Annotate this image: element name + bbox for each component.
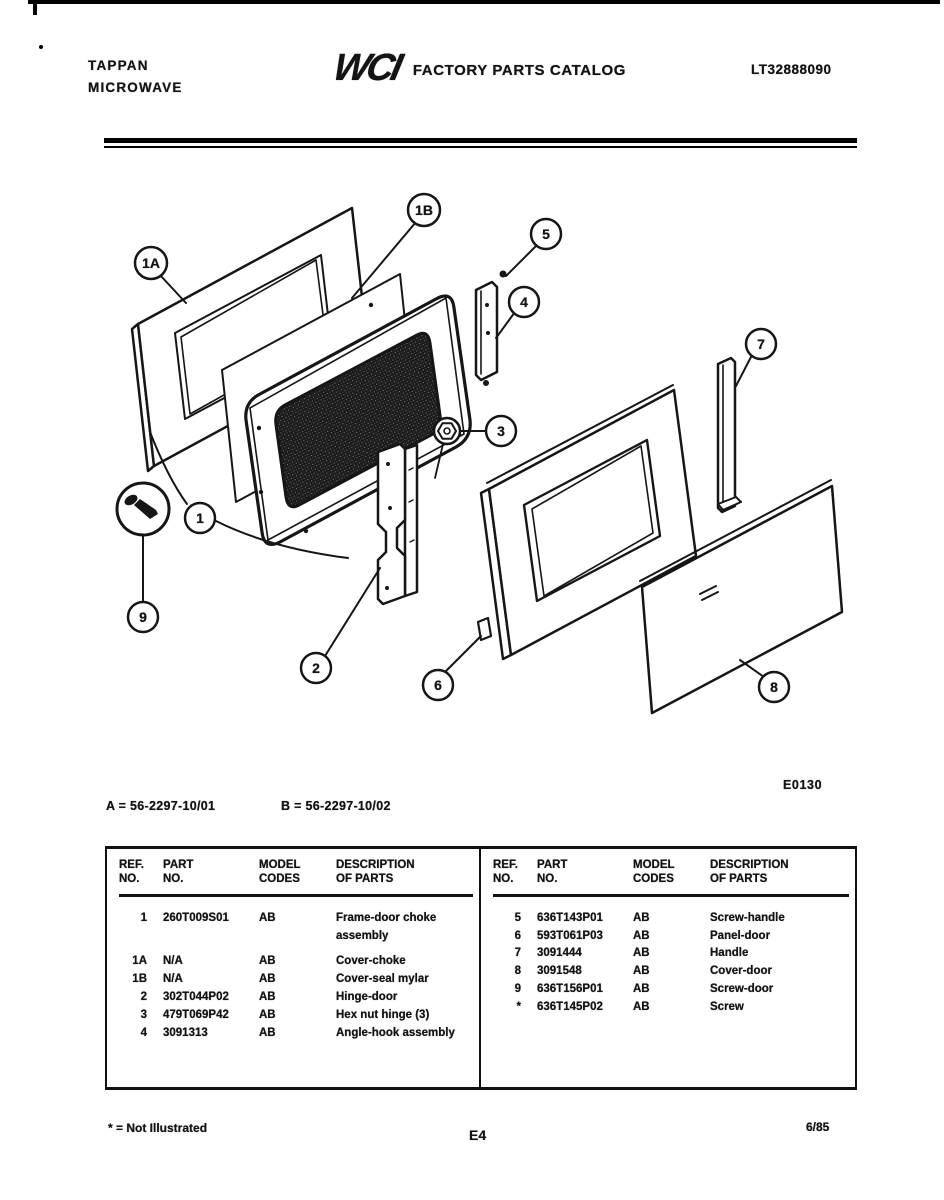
part-no: 636T156P01	[537, 983, 603, 995]
col-header-ref: REF. NO.	[493, 858, 537, 895]
brand-line-1: TAPPAN	[88, 58, 149, 73]
table-row	[493, 945, 849, 963]
part-no: N/A	[163, 973, 183, 986]
screw-icon	[483, 380, 489, 386]
table-row	[493, 895, 849, 927]
part-no: 3091444	[537, 947, 582, 960]
svg-text:1B: 1B	[415, 202, 433, 218]
part-description: Panel-door	[710, 929, 771, 942]
header-rule-thin	[104, 146, 857, 148]
col-header-part: PART NO.	[537, 858, 633, 895]
part-no: 636T145P02	[537, 1000, 603, 1013]
ref-no: 2	[140, 991, 147, 1003]
ref-no: 8	[514, 965, 521, 978]
callout-2	[301, 653, 331, 683]
model-a: A = 56-2297-10/01	[106, 799, 216, 813]
exploded-diagram	[85, 170, 865, 770]
callout-7	[746, 329, 776, 359]
callout-4	[509, 287, 539, 317]
part-screw-door	[117, 483, 169, 535]
part-description: Frame-door choke assembly	[336, 911, 437, 942]
ref-no: 4	[140, 1026, 147, 1039]
ref-no: 1A	[132, 955, 147, 968]
model-b: B = 56-2297-10/02	[281, 799, 391, 813]
table-row	[119, 1007, 473, 1025]
parts-table-right	[481, 849, 855, 1087]
model-codes: AB	[633, 911, 650, 924]
logo-block	[329, 47, 627, 89]
svg-text:7: 7	[757, 336, 765, 352]
wci-logo: WCI	[329, 47, 404, 89]
header-rule-thick	[104, 138, 857, 143]
model-codes: AB	[633, 947, 650, 960]
callout-1b	[408, 194, 440, 226]
part-hinge-door	[378, 444, 417, 604]
part-description: Cover-seal mylar	[336, 973, 429, 986]
part-no: 3091548	[537, 965, 582, 978]
table-row	[493, 999, 849, 1017]
part-description: Screw-handle	[710, 911, 785, 924]
svg-text:1: 1	[196, 510, 204, 526]
scan-edge-artifact	[28, 0, 940, 4]
brand-line-2: MICROWAVE	[88, 80, 183, 95]
ref-no: 6	[514, 929, 521, 942]
model-codes: AB	[633, 983, 650, 995]
model-codes: AB	[259, 955, 276, 968]
model-codes: AB	[633, 965, 650, 978]
model-codes: AB	[633, 1000, 650, 1013]
ref-no: 1B	[132, 973, 147, 986]
parts-table-left	[107, 849, 481, 1087]
col-header-desc: DESCRIPTION OF PARTS	[705, 858, 849, 895]
svg-text:9: 9	[139, 609, 147, 625]
table-row	[119, 989, 473, 1007]
svg-text:6: 6	[434, 677, 442, 693]
part-no: 3091313	[163, 1026, 208, 1039]
col-header-ref: REF. NO.	[119, 858, 163, 895]
part-description: Hinge-door	[336, 991, 398, 1003]
part-description: Screw	[710, 1000, 744, 1013]
col-header-codes: MODEL CODES	[259, 858, 331, 895]
part-description: Hex nut hinge (3)	[336, 1008, 430, 1021]
ref-no: 5	[514, 911, 521, 924]
svg-text:4: 4	[520, 294, 528, 310]
col-header-desc: DESCRIPTION OF PARTS	[331, 858, 473, 895]
part-no: 302T044P02	[163, 991, 229, 1003]
model-codes: AB	[259, 911, 276, 924]
ref-no: 3	[140, 1008, 147, 1021]
model-note	[106, 799, 391, 813]
brand-block	[88, 55, 183, 99]
ref-no: 7	[514, 947, 521, 960]
part-no: 636T143P01	[537, 911, 603, 924]
part-no: 260T009S01	[163, 911, 229, 924]
callout-1a	[135, 247, 167, 279]
document-number: LT32888090	[751, 62, 832, 77]
table-header-row	[493, 858, 849, 895]
svg-text:1A: 1A	[142, 255, 160, 271]
model-codes: AB	[259, 973, 276, 986]
part-no: N/A	[163, 955, 183, 968]
col-header-part: PART NO.	[163, 858, 259, 895]
callout-1	[185, 503, 215, 533]
callout-5	[531, 219, 561, 249]
date-code: 6/85	[806, 1120, 830, 1134]
table-row	[493, 963, 849, 981]
part-description: Handle	[710, 947, 749, 960]
table-row	[493, 981, 849, 999]
table-row	[119, 971, 473, 989]
model-codes: AB	[259, 1008, 276, 1021]
ref-no: 1	[140, 911, 147, 924]
model-codes: AB	[259, 991, 276, 1003]
model-codes: AB	[633, 929, 650, 942]
part-description: Cover-door	[710, 965, 772, 978]
part-no: 479T069P42	[163, 1008, 229, 1021]
scan-speck	[39, 45, 43, 49]
ref-no: 9	[514, 983, 521, 995]
model-codes: AB	[259, 1026, 276, 1039]
part-description: Screw-door	[710, 983, 774, 995]
part-description: Cover-choke	[336, 955, 406, 968]
catalog-title: FACTORY PARTS CATALOG	[412, 61, 627, 79]
callout-9	[128, 602, 158, 632]
callout-6	[423, 670, 453, 700]
callout-8	[759, 672, 789, 702]
svg-text:5: 5	[542, 226, 550, 242]
page-code: E4	[469, 1127, 487, 1143]
table-row	[119, 1025, 473, 1043]
svg-text:2: 2	[312, 660, 320, 676]
col-header-codes: MODEL CODES	[633, 858, 705, 895]
table-row	[493, 928, 849, 946]
scan-edge-artifact	[33, 4, 37, 15]
row-spacer	[119, 945, 473, 953]
table-row	[119, 895, 473, 945]
svg-text:8: 8	[770, 679, 778, 695]
part-description: Angle-hook assembly	[336, 1026, 455, 1039]
callout-3	[486, 416, 516, 446]
table-header-row	[119, 858, 473, 895]
ref-no: *	[516, 1000, 521, 1013]
figure-code: E0130	[783, 778, 823, 792]
table-row	[119, 953, 473, 971]
not-illustrated-note: * = Not Illustrated	[108, 1121, 208, 1135]
parts-table	[105, 846, 857, 1090]
svg-text:3: 3	[497, 423, 505, 439]
part-no: 593T061P03	[537, 929, 603, 942]
